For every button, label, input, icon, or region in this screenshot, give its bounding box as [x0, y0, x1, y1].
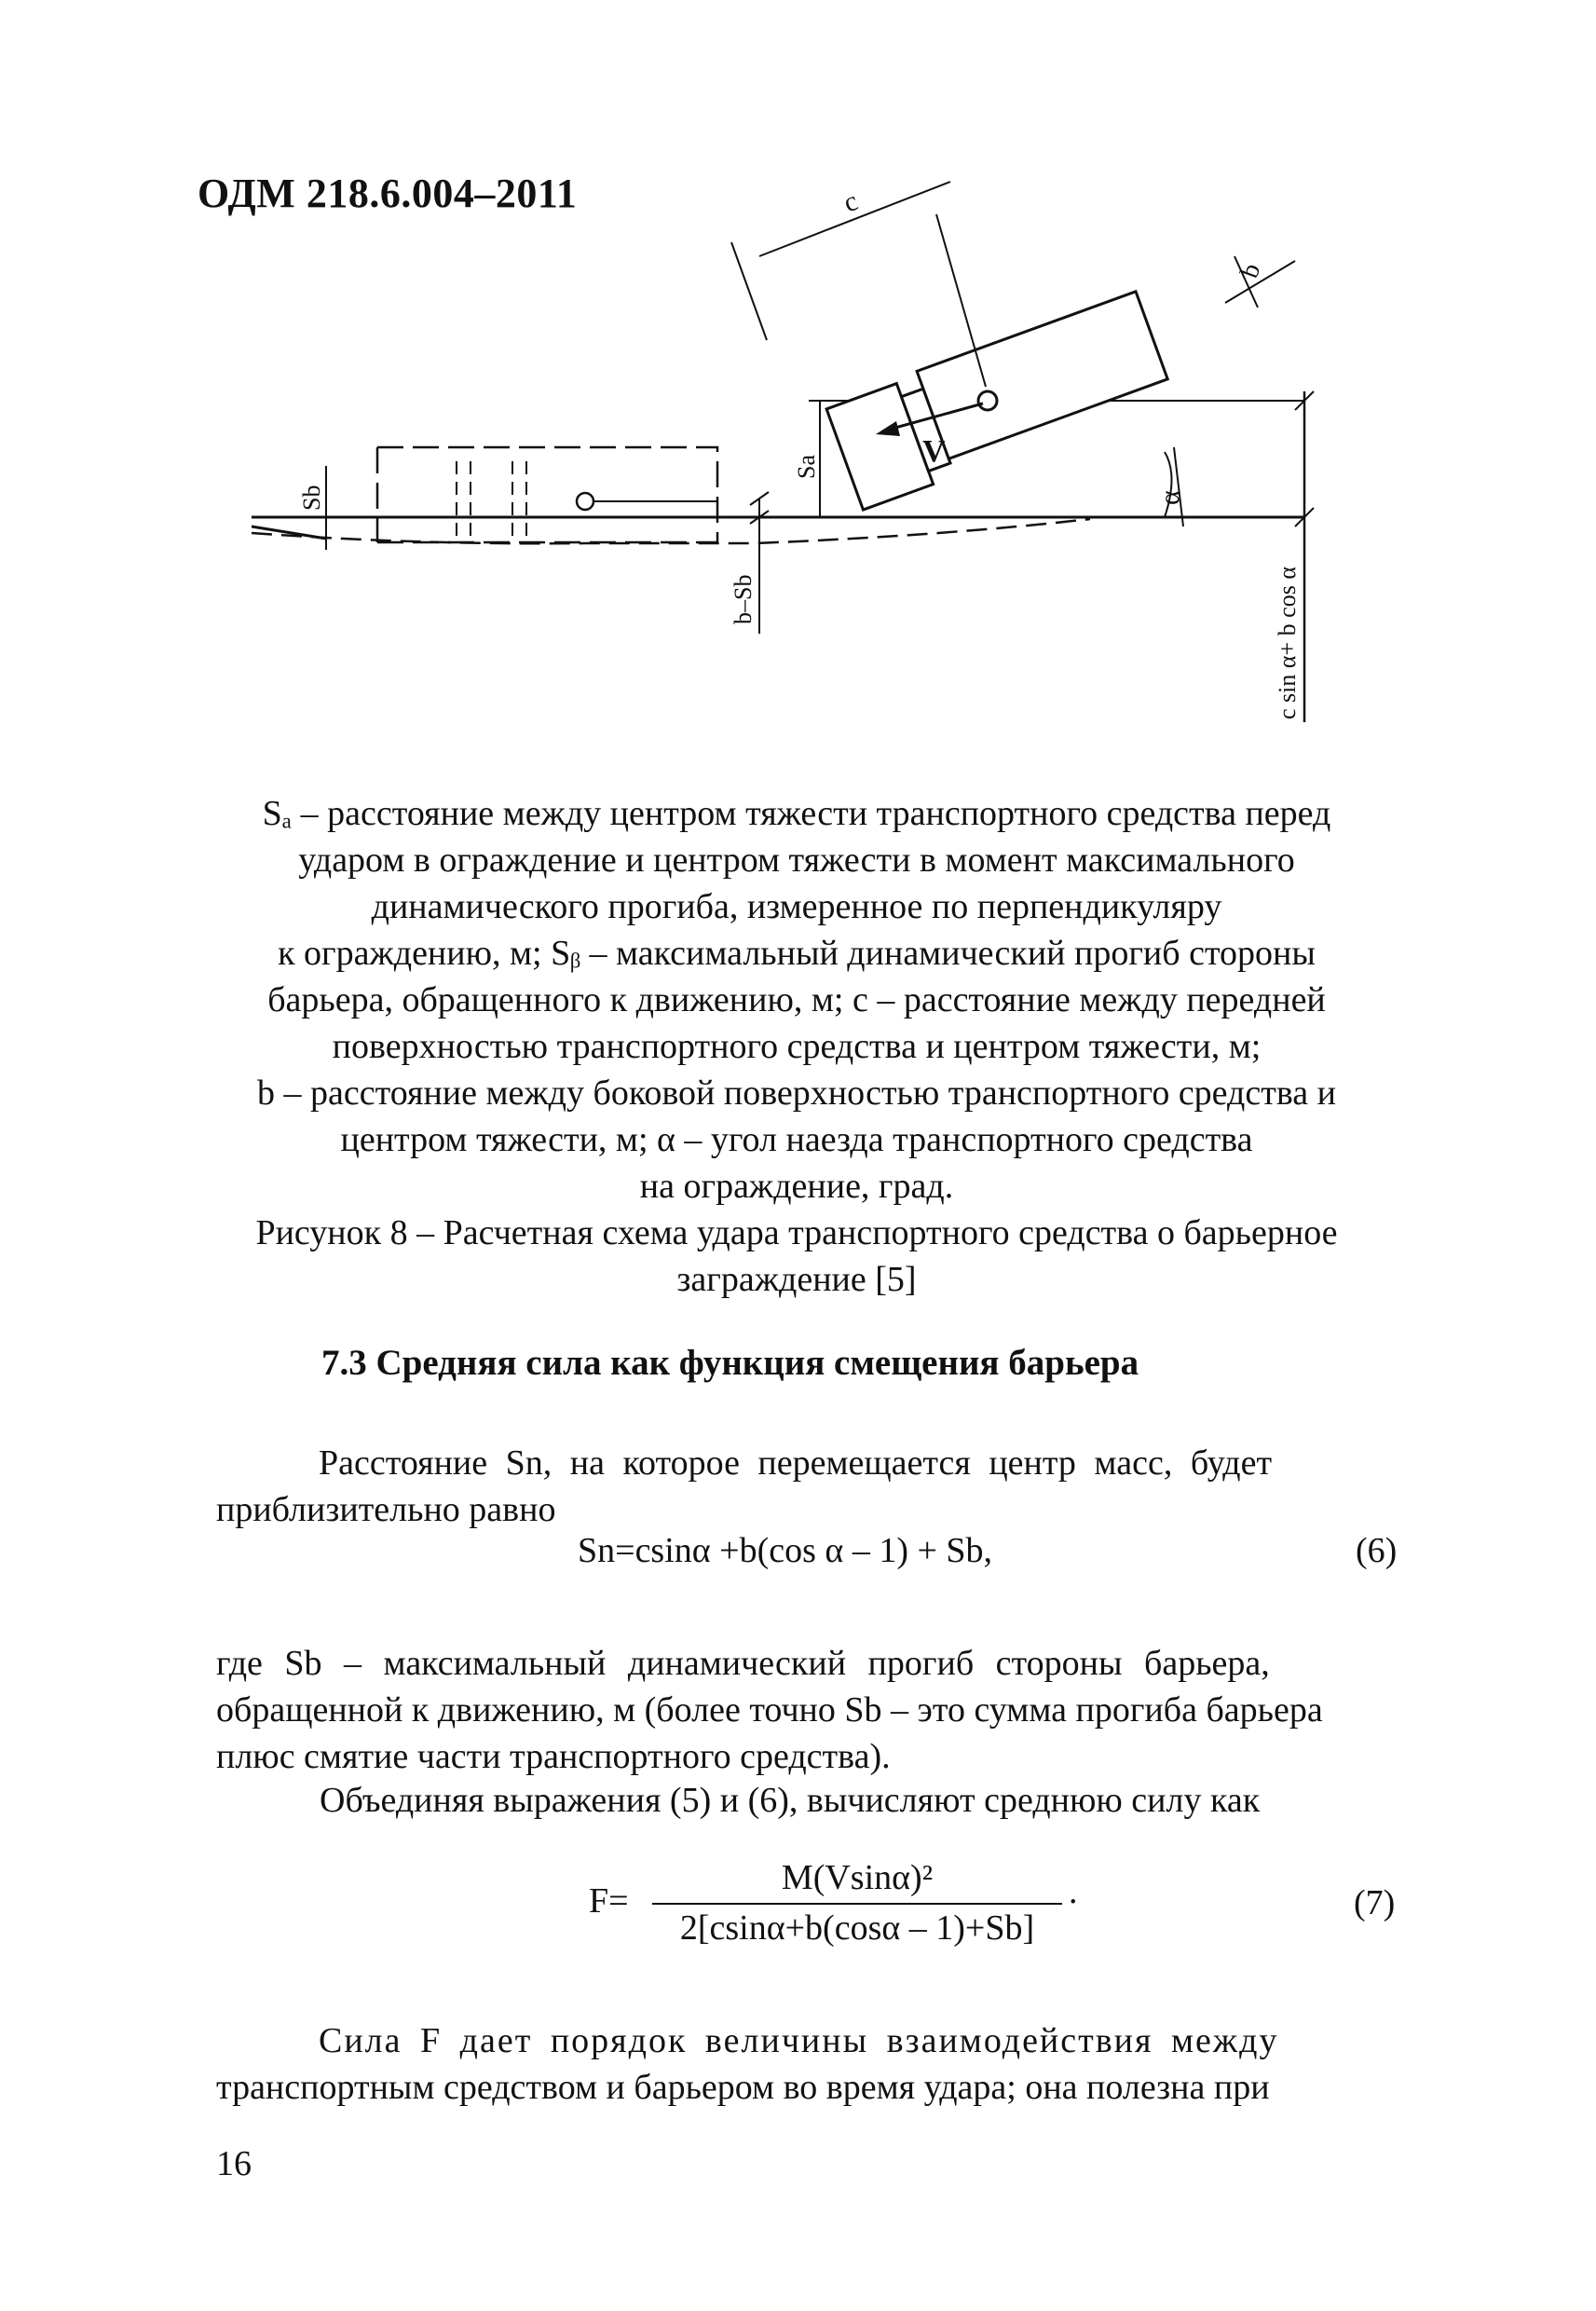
page-number: 16: [216, 2144, 252, 2183]
paragraph-2: [216, 1640, 1404, 1780]
vehicle-before-outline: [377, 447, 717, 542]
vehicle-body: [917, 292, 1167, 458]
b-label: b: [1235, 259, 1267, 282]
caption-line: ударом в ограждение и центром тяжести в момент максимального: [298, 841, 1295, 880]
velocity-label: V: [922, 434, 946, 469]
formula-7-trail: .: [1069, 1872, 1078, 1911]
caption-line: барьера, обращенного к движению, м; с – расстояние между передней: [267, 980, 1326, 1019]
c-extension-left: [731, 242, 767, 340]
caption-line: на ограждение, град.: [639, 1167, 954, 1206]
formula-7-denominator: 2[csinα+b(cosα – 1)+Sb]: [679, 1908, 1035, 1948]
figure-title-line: заграждение [5]: [676, 1260, 917, 1299]
formula-7-fraction: [652, 1854, 1062, 1951]
caption-line: центром тяжести, м; α – угол наезда транспортного средства: [340, 1120, 1253, 1159]
paragraph-3: Объединяя выражения (5) и (6), вычисляют среднюю силу как: [320, 1781, 1261, 1820]
paragraph-line: Сила F дает порядок величины взаимодействия между: [319, 2021, 1279, 2060]
alpha-label: α: [1154, 490, 1185, 505]
barrier-curve-start: [252, 526, 326, 539]
formula-7-numerator: M(Vsinα)²: [781, 1858, 934, 1897]
formula-6-number: (6): [1356, 1531, 1398, 1570]
c-label: c: [839, 185, 862, 219]
caption-line: к ограждению, м; Sᵦ – максимальный динамический прогиб стороны: [278, 934, 1316, 973]
caption-line: поверхностью транспортного средства и центром тяжести, м;: [332, 1027, 1262, 1066]
section-title: 7.3 Средняя сила как функция смещения барьера: [321, 1343, 1139, 1383]
total-dimension-label: c sin α+ b cos α: [1274, 567, 1301, 719]
formula-6: Sn=csinα +b(cos α – 1) + Sb,: [578, 1531, 993, 1570]
document-header: ОДМ 218.6.004–2011: [198, 171, 578, 216]
formula-7-number: (7): [1354, 1883, 1396, 1922]
sb-label: Sb: [298, 485, 325, 511]
center-of-gravity-before: [577, 493, 593, 510]
paragraph-line: плюс смятие части транспортного средства).: [216, 1737, 891, 1776]
paragraph-line: где Sb – максимальный динамический прогиб стороны барьера,: [216, 1644, 1270, 1683]
alpha-arc: [1165, 452, 1172, 517]
figure-caption: [186, 790, 1407, 1303]
paragraph-line: обращенной к движению, м (более точно Sb – это сумма прогиба барьера: [216, 1690, 1323, 1730]
paragraph-1: [216, 1440, 1404, 1533]
paragraph-line: транспортным средством и барьером во время удара; она полезна при: [216, 2068, 1270, 2107]
caption-line: b – расстояние между боковой поверхностью транспортного средства и: [256, 1073, 1337, 1113]
paragraph-line: Расстояние Sn, на которое перемещается центр масс, будет: [319, 1443, 1273, 1483]
figure-title-line: Рисунок 8 – Расчетная схема удара транспортного средства о барьерное: [255, 1213, 1338, 1252]
paragraph-line: приблизительно равно: [216, 1490, 556, 1529]
b-minus-sb-label: b–Sb: [730, 574, 757, 624]
caption-line: динамического прогиба, измеренное по перпендикуляру: [371, 887, 1222, 926]
center-of-gravity-impact: [978, 391, 997, 410]
c-dimension-line: [759, 182, 950, 256]
caption-line: Sₐ – расстояние между центром тяжести транспортного средства перед: [262, 794, 1331, 833]
paragraph-4: [216, 2017, 1404, 2111]
formula-7-lhs: F=: [589, 1881, 629, 1921]
sa-label: Sa: [793, 455, 820, 479]
